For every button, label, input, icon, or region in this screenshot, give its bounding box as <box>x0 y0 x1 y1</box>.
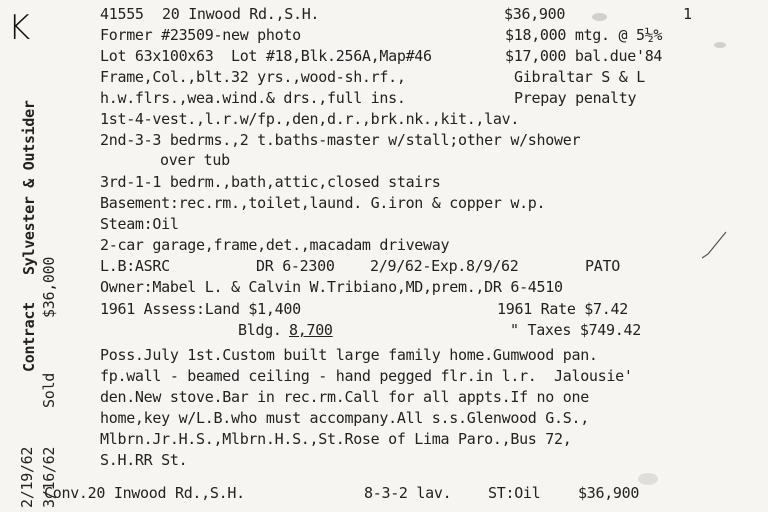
card-letter: K <box>8 8 31 48</box>
features: h.w.flrs.,wea.wind.& drs.,full ins. <box>100 89 406 107</box>
taxes: " Taxes $749.42 <box>510 321 641 339</box>
pencil-check-mark <box>700 228 730 264</box>
tax-rate: 1961 Rate $7.42 <box>497 300 628 318</box>
heating: Steam:Oil <box>100 215 179 233</box>
first-floor: 1st-4-vest.,l.r.w/fp.,den,d.r.,brk.nk.,kit.,lav. <box>100 110 520 128</box>
balance-due: $17,000 bal.due'84 <box>505 47 663 65</box>
assessment-bldg-label: Bldg. <box>238 321 282 339</box>
footer-address: Conv.20 Inwood Rd.,S.H. <box>44 484 245 502</box>
side-sold-label: Sold <box>40 373 58 408</box>
side-date-sold: 3/16/62 <box>40 446 58 508</box>
listing-dates: 2/9/62-Exp.8/9/62 <box>370 257 519 275</box>
pato: PATO <box>585 257 620 275</box>
ink-smudge <box>592 13 607 21</box>
side-contract-agents: Sylvester & Outsider <box>20 100 38 275</box>
side-sold-price: $36,000 <box>40 256 58 318</box>
listing-broker: L.B:ASRC <box>100 257 170 275</box>
lender: Gibraltar S & L <box>514 68 645 86</box>
remarks-2: fp.wall - beamed ceiling - hand pegged flr.in l.r. Jalousie' <box>100 367 633 385</box>
footer-price: $36,900 <box>578 484 640 502</box>
assessment-bldg-value: 8,700 <box>289 321 333 339</box>
construction: Frame,Col.,blt.32 yrs.,wood-sh.rf., <box>100 68 406 86</box>
assessment-land: 1961 Assess:Land $1,400 <box>100 300 301 318</box>
side-date-contract: 2/19/62 <box>18 446 36 508</box>
lot-info: Lot 63x100x63 Lot #18,Blk.256A,Map#46 <box>100 47 432 65</box>
footer-heat: ST:Oil <box>488 484 541 502</box>
remarks-1: Poss.July 1st.Custom built large family home.Gumwood pan. <box>100 346 598 364</box>
garage: 2-car garage,frame,det.,macadam driveway <box>100 236 450 254</box>
broker-phone: DR 6-2300 <box>256 257 335 275</box>
footer-rooms: 8-3-2 lav. <box>364 484 452 502</box>
listing-price: $36,900 <box>504 5 566 23</box>
former-listing: Former #23509-new photo <box>100 26 301 44</box>
remarks-3: den.New stove.Bar in rec.rm.Call for all appts.If no one <box>100 388 589 406</box>
remarks-6: S.H.RR St. <box>100 451 188 469</box>
ink-smudge <box>638 473 658 485</box>
prepay-penalty: Prepay penalty <box>514 89 637 107</box>
remarks-4: home,key w/L.B.who must accompany.All s.s.Glenwood G.S., <box>100 409 589 427</box>
side-contract-label: Contract <box>20 302 38 372</box>
listing-number: 1 <box>683 5 692 23</box>
second-floor-cont: over tub <box>160 151 230 169</box>
mortgage: $18,000 mtg. @ 5½% <box>505 26 663 44</box>
remarks-5: Mlbrn.Jr.H.S.,Mlbrn.H.S.,St.Rose of Lima Paro.,Bus 72, <box>100 430 572 448</box>
listing-address: 20 Inwood Rd.,S.H. <box>162 5 320 23</box>
second-floor: 2nd-3-3 bedrms.,2 t.baths-master w/stall;other w/shower <box>100 131 581 149</box>
ink-smudge <box>714 42 726 48</box>
third-floor: 3rd-1-1 bedrm.,bath,attic,closed stairs <box>100 173 441 191</box>
owner: Owner:Mabel L. & Calvin W.Tribiano,MD,prem.,DR 6-4510 <box>100 278 563 296</box>
listing-id: 41555 <box>100 5 144 23</box>
basement: Basement:rec.rm.,toilet,laund. G.iron & copper w.p. <box>100 194 546 212</box>
